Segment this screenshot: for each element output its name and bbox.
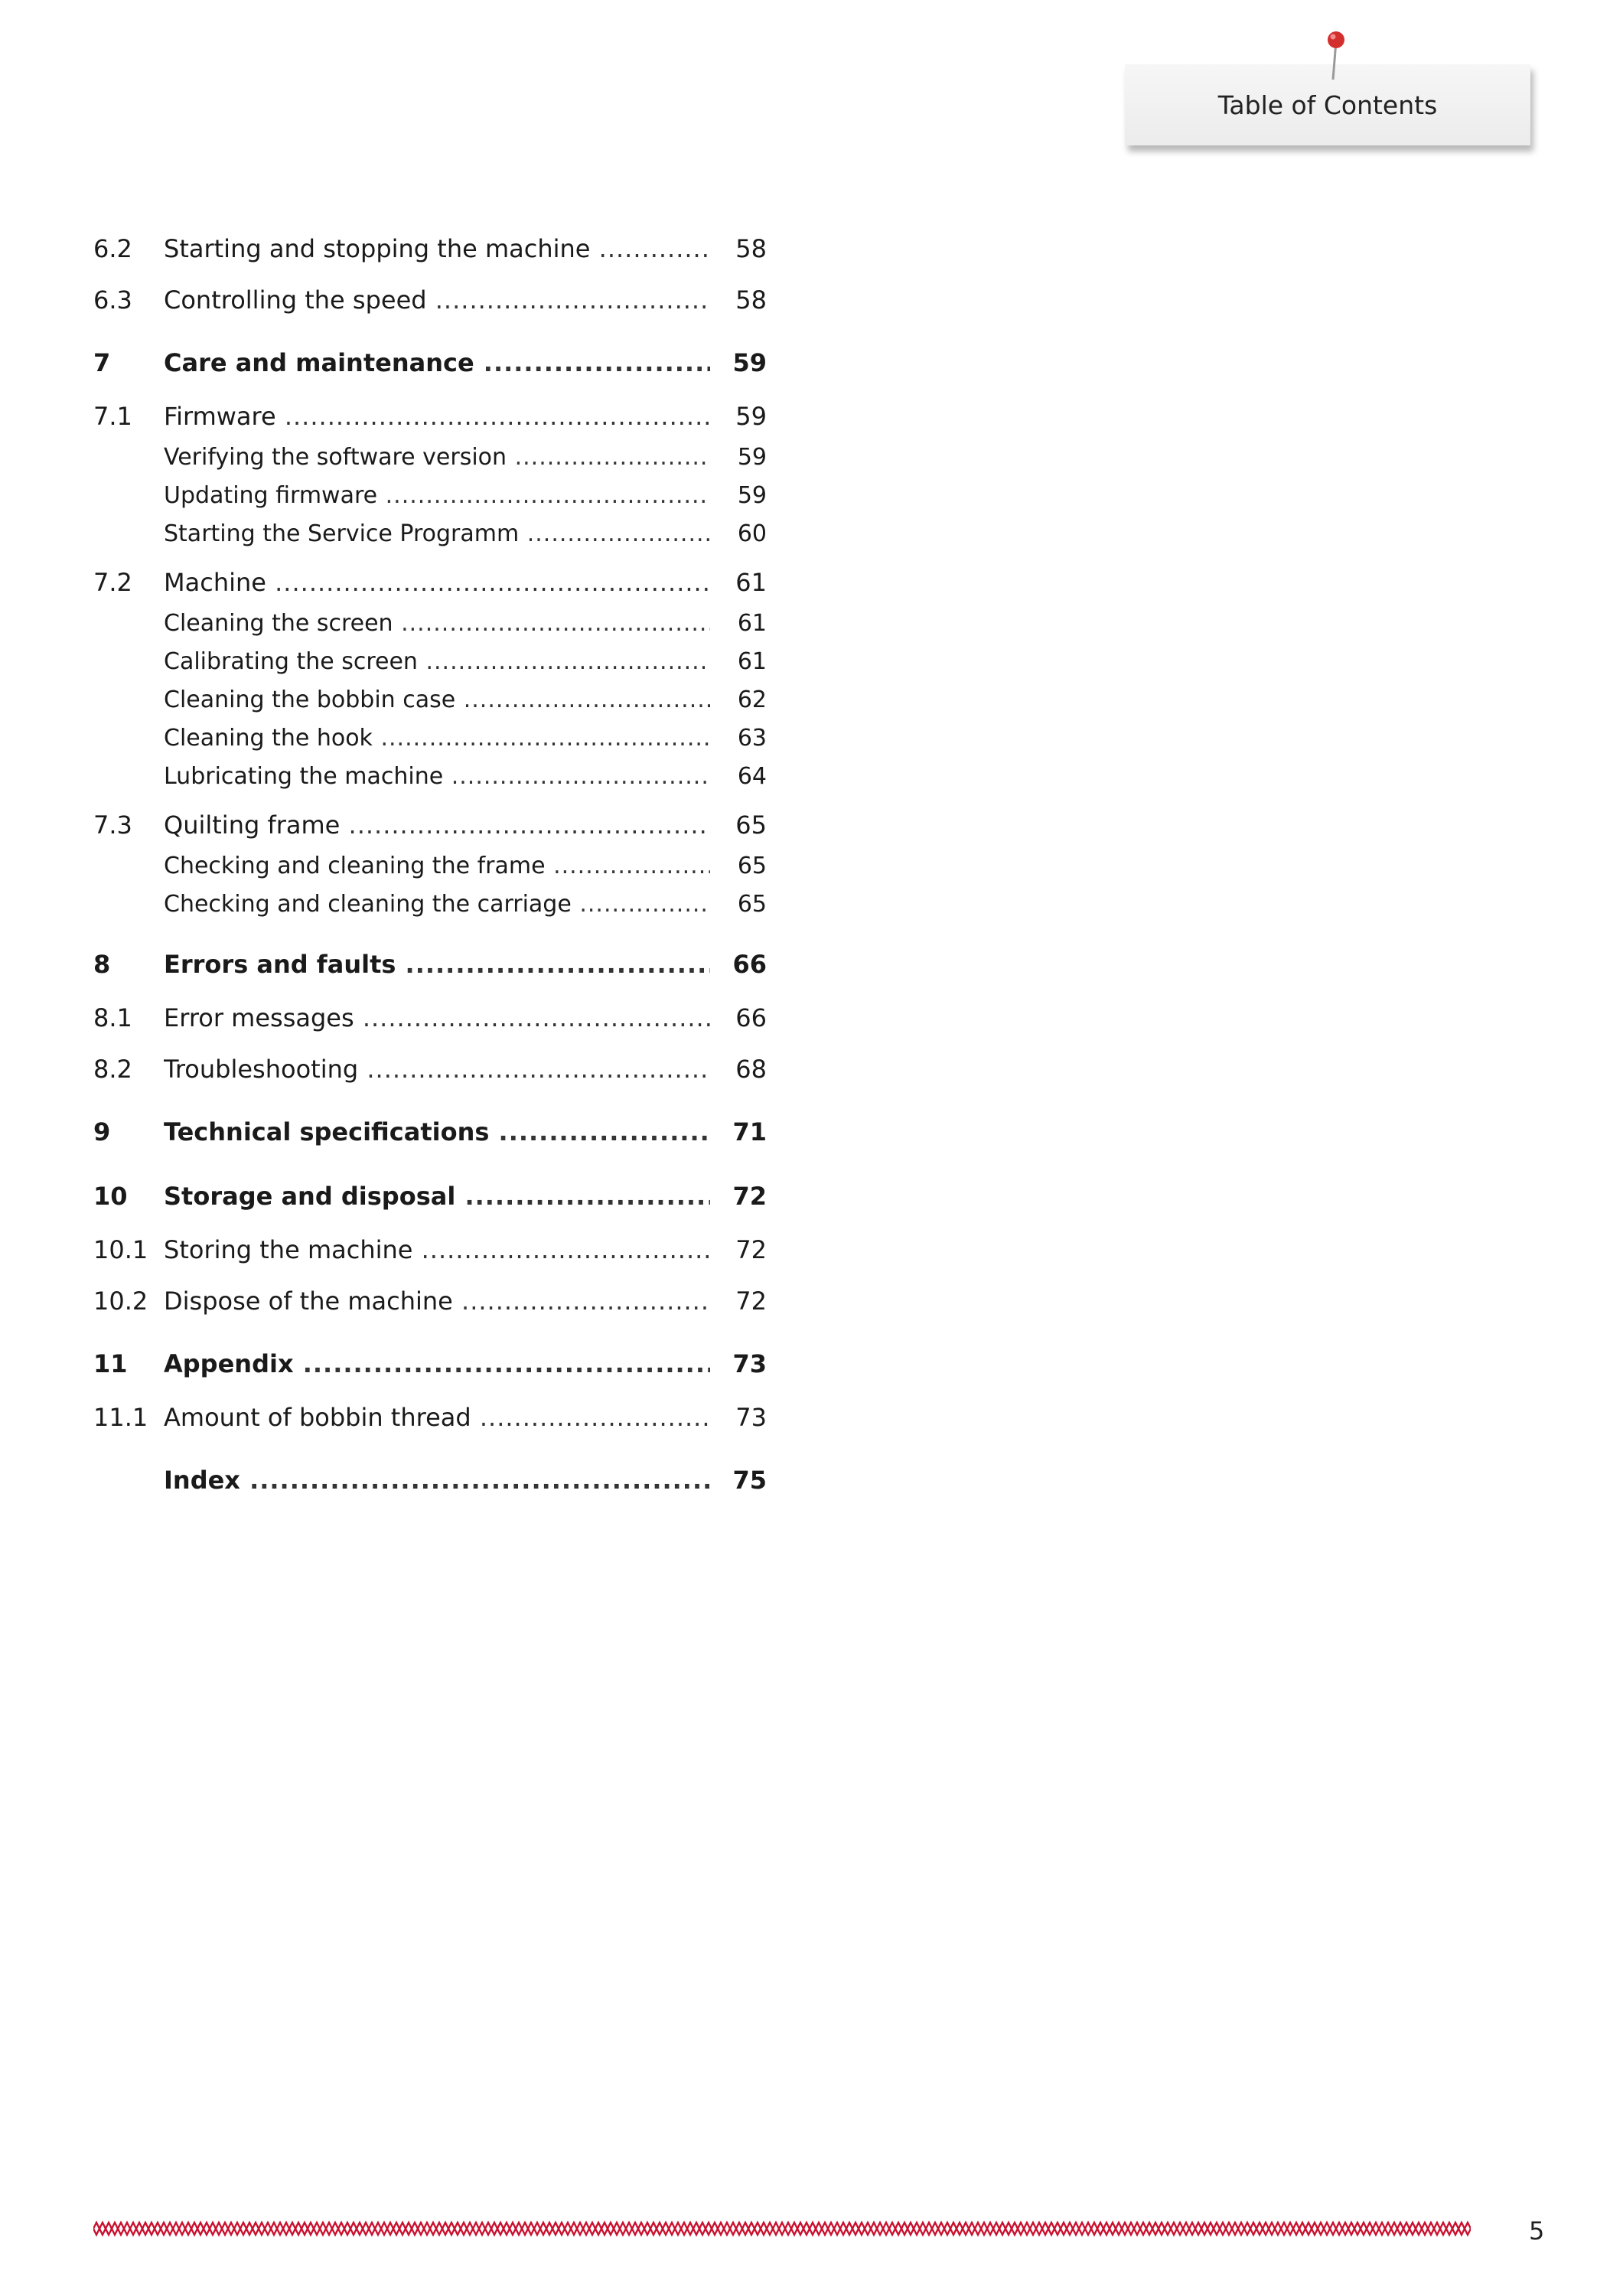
toc-page: 62 xyxy=(737,687,767,713)
toc-number: 10 xyxy=(93,1182,128,1211)
toc-number: 7.1 xyxy=(93,402,132,431)
toc-title: Troubleshooting ..... xyxy=(164,1055,710,1084)
pin-icon xyxy=(1321,29,1351,83)
toc-page: 61 xyxy=(737,648,767,675)
toc-page: 59 xyxy=(737,482,767,509)
toc-page: 61 xyxy=(735,568,767,597)
toc-page: 71 xyxy=(732,1117,767,1146)
toc-title: Firmware ..... xyxy=(164,402,710,431)
toc-title: Storage and disposal ..... xyxy=(164,1182,710,1211)
toc-title: Verifying the software version ..... xyxy=(164,444,710,471)
toc-title: Cleaning the hook ..... xyxy=(164,725,710,752)
toc-page: 65 xyxy=(735,810,767,840)
toc-entry[interactable] xyxy=(93,1055,767,1091)
toc-page: 66 xyxy=(732,950,767,979)
toc-title: Updating firmware ..... xyxy=(164,482,710,509)
toc-page: 61 xyxy=(737,610,767,637)
toc-entry[interactable] xyxy=(93,234,767,271)
toc-title: Errors and faults ..... xyxy=(164,950,710,979)
toc-number: 10.2 xyxy=(93,1287,148,1316)
page-number: 5 xyxy=(1529,2216,1545,2245)
toc-entry[interactable] xyxy=(93,687,767,723)
toc-number: 6.3 xyxy=(93,285,132,315)
toc-page: 60 xyxy=(737,520,767,547)
toc-title: Amount of bobbin thread ..... xyxy=(164,1403,710,1432)
decorative-border xyxy=(93,2219,1471,2238)
toc-page: 63 xyxy=(737,725,767,752)
toc-title: Starting the Service Programm ..... xyxy=(164,520,710,547)
toc-entry[interactable] xyxy=(93,348,767,385)
toc-title: Error messages ..... xyxy=(164,1003,710,1032)
toc-entry[interactable] xyxy=(93,610,767,647)
toc-entry[interactable] xyxy=(93,444,767,481)
toc-entry[interactable] xyxy=(93,1003,767,1040)
toc-title: Cleaning the screen ..... xyxy=(164,610,710,637)
toc-page: 66 xyxy=(735,1003,767,1032)
toc-entry[interactable] xyxy=(93,1466,767,1502)
toc-number: 11.1 xyxy=(93,1403,148,1432)
toc-title: Care and maintenance ..... xyxy=(164,348,710,377)
toc-page: 59 xyxy=(735,402,767,431)
header-title: Table of Contents xyxy=(1217,90,1438,120)
toc-entry[interactable] xyxy=(93,891,767,928)
toc-entry[interactable] xyxy=(93,482,767,519)
toc-page: 64 xyxy=(737,763,767,790)
toc-number: 7.2 xyxy=(93,568,132,597)
toc-entry[interactable] xyxy=(93,1403,767,1440)
toc-list xyxy=(0,0,811,1531)
toc-title: Cleaning the bobbin case ..... xyxy=(164,687,710,713)
toc-entry[interactable] xyxy=(93,1235,767,1272)
toc-entry[interactable] xyxy=(93,1349,767,1386)
toc-entry[interactable] xyxy=(93,1182,767,1218)
toc-number: 6.2 xyxy=(93,234,132,263)
toc-title: Appendix ..... xyxy=(164,1349,710,1378)
toc-page: 65 xyxy=(737,853,767,879)
toc-page: 58 xyxy=(735,285,767,315)
toc-title: Controlling the speed ..... xyxy=(164,285,710,315)
toc-title: Starting and stopping the machine ..... xyxy=(164,234,710,263)
toc-entry[interactable] xyxy=(93,520,767,557)
toc-title: Calibrating the screen ..... xyxy=(164,648,710,675)
toc-entry[interactable] xyxy=(93,763,767,800)
toc-entry[interactable] xyxy=(93,1287,767,1323)
toc-page: 65 xyxy=(737,891,767,918)
toc-entry[interactable] xyxy=(93,950,767,987)
toc-number: 11 xyxy=(93,1349,128,1378)
toc-entry[interactable] xyxy=(93,725,767,762)
toc-title: Storing the machine ..... xyxy=(164,1235,710,1264)
toc-page: 68 xyxy=(735,1055,767,1084)
toc-title: Index ..... xyxy=(164,1466,710,1495)
toc-number: 7.3 xyxy=(93,810,132,840)
toc-entry[interactable] xyxy=(93,1117,767,1154)
toc-title: Checking and cleaning the carriage ..... xyxy=(164,891,710,918)
toc-page: 59 xyxy=(737,444,767,471)
toc-page: 72 xyxy=(735,1287,767,1316)
toc-page: 72 xyxy=(735,1235,767,1264)
toc-number: 8.1 xyxy=(93,1003,132,1032)
toc-page: 58 xyxy=(735,234,767,263)
toc-title: Technical specifications ..... xyxy=(164,1117,710,1146)
toc-number: 7 xyxy=(93,348,111,377)
toc-title: Checking and cleaning the frame ..... xyxy=(164,853,710,879)
toc-page: 73 xyxy=(735,1403,767,1432)
toc-page: 72 xyxy=(732,1182,767,1211)
toc-page: 73 xyxy=(732,1349,767,1378)
toc-number: 10.1 xyxy=(93,1235,148,1264)
toc-entry[interactable] xyxy=(93,648,767,685)
toc-title: Quilting frame ..... xyxy=(164,810,710,840)
toc-title: Lubricating the machine ..... xyxy=(164,763,710,790)
toc-number: 8 xyxy=(93,950,111,979)
toc-entry[interactable] xyxy=(93,853,767,889)
toc-entry[interactable] xyxy=(93,402,767,439)
toc-number: 9 xyxy=(93,1117,111,1146)
toc-title: Dispose of the machine ..... xyxy=(164,1287,710,1316)
toc-entry[interactable] xyxy=(93,285,767,322)
toc-entry[interactable] xyxy=(93,810,767,847)
toc-page: 59 xyxy=(732,348,767,377)
toc-number: 8.2 xyxy=(93,1055,132,1084)
toc-entry[interactable] xyxy=(93,568,767,605)
toc-title: Machine ..... xyxy=(164,568,710,597)
toc-page: 75 xyxy=(732,1466,767,1495)
